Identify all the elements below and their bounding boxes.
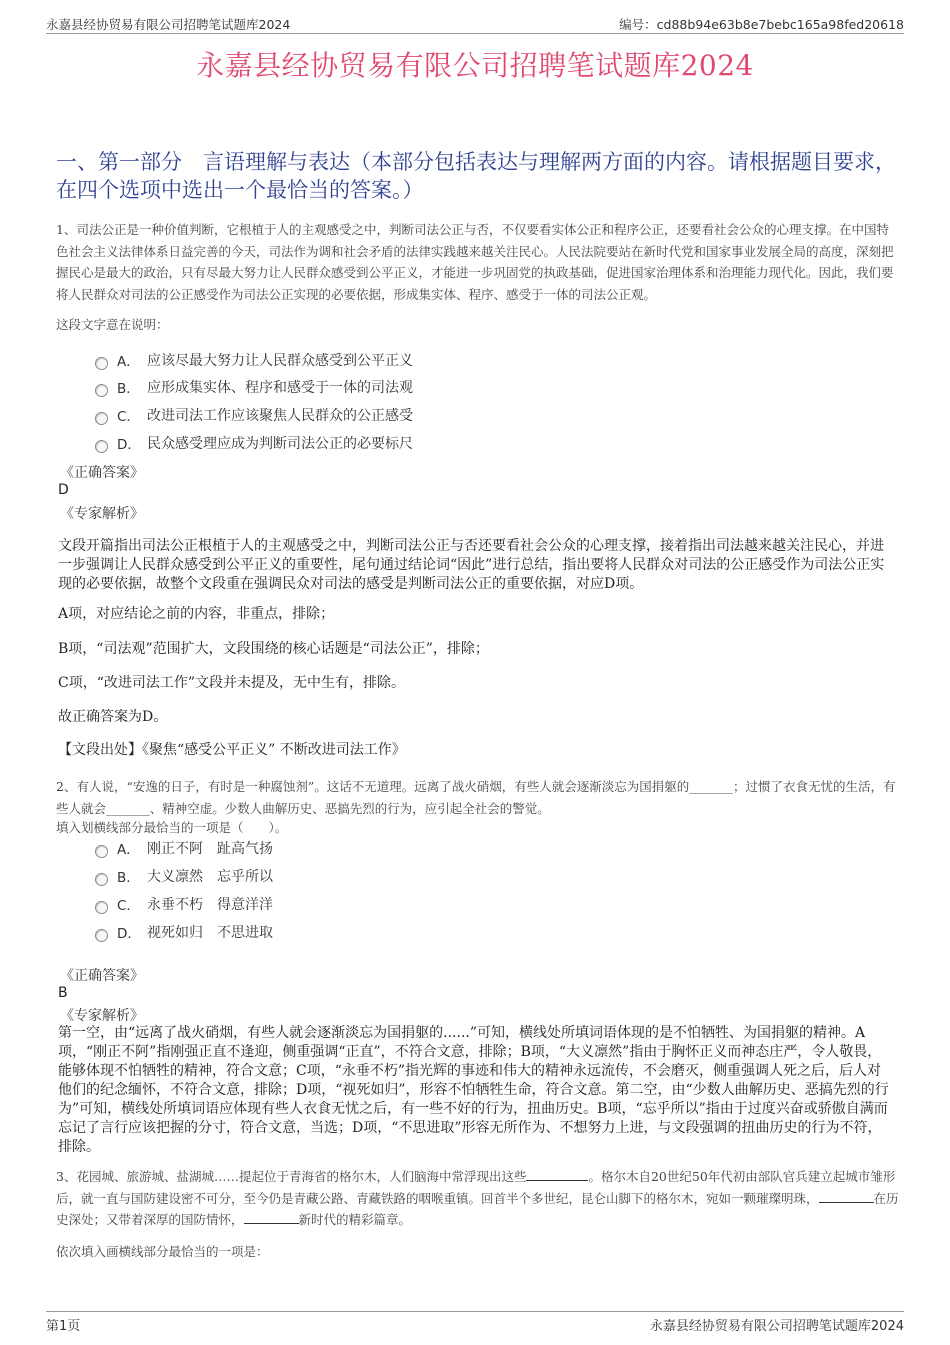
radio-icon[interactable] [95,901,108,914]
question-2-option-d[interactable]: D． 视死如归 不思进取 [95,922,273,942]
question-1-exp-b: B项，“司法观”范围扩大，文段围绕的核心话题是“司法公正”，排除； [58,641,489,657]
question-2-analysis-label: 《专家解析》 [60,1008,144,1024]
question-2-option-b[interactable]: B． 大义凛然 忘乎所以 [95,866,273,886]
header-doc-title: 永嘉县经协贸易有限公司招聘笔试题库2024 [46,17,291,32]
footer-divider [46,1311,904,1312]
header-divider [46,33,904,34]
question-1-option-a[interactable]: A． 应该尽最大努力让人民群众感受到公平正义 [95,350,413,370]
question-1-conclusion: 故正确答案为D。 [58,709,168,725]
question-1-option-d[interactable]: D． 民众感受理应成为判断司法公正的必要标尺 [95,433,413,453]
question-1-analysis: 文段开篇指出司法公正根植于人的主观感受之中，判断司法公正与否还要看社会公众的心理支撑，接着指出司法越来越关注民心，并进一步强调让人民群众感受到公平正义的重要性，尾句通过结论词“因此”进行总结，指出要将人民群众对司法的公正感受作为司法公正实现的必要依据，故整个文段重在强调民众对司法的感受是判断司法公正的重要依据，对应D项。 [58,538,885,592]
question-1-option-b[interactable]: B． 应形成集实体、程序和感受于一体的司法观 [95,377,413,397]
footer-doc-title: 永嘉县经协贸易有限公司招聘笔试题库2024 [649,1319,904,1334]
footer-page-number: 第1页 [46,1319,81,1334]
radio-icon[interactable] [95,873,108,886]
question-1-prompt: 这段文字意在说明： [56,317,169,332]
question-1-answer-label: 《正确答案》 [60,465,144,481]
question-1-option-c[interactable]: C． 改进司法工作应该聚焦人民群众的公正感受 [95,405,413,425]
question-1-source: 【文段出处】《聚焦“感受公平正义” 不断改进司法工作》 [58,742,406,758]
radio-icon[interactable] [95,357,108,370]
question-2-prompt: 填入划横线部分最恰当的一项是（ ）。 [56,820,288,835]
question-3-prompt: 依次填入画横线部分最恰当的一项是： [56,1244,269,1259]
blank-line [526,1180,588,1181]
question-1-text: 1、司法公正是一种价值判断，它根植于人的主观感受之中，判断司法公正与否，不仅要看实体公正和程序公正，还要看社会公众的心理支撑。在中国特色社会主义法律体系日益完善的今天，司法作为调和社会矛盾的法律实践越来越关注民心。人民法院要站在新时代党和国家事业发展全局的高度，深刻把握民心是最大的政治，只有尽最大努力让人民群众感受到公平正义，才能进一步巩固党的执政基础，促进国家治理体系和治理能力现代化。因此，我们要将人民群众对司法的公正感受作为司法公正实现的必要依据，形成集实体、程序、感受于一体的司法公正观。 [56,222,894,302]
header-doc-id: 编号：cd88b94e63b8e7bebc165a98fed20618 [619,17,904,32]
question-1-analysis-label: 《专家解析》 [60,506,144,522]
question-1-exp-a: A项，对应结论之前的内容，非重点，排除； [58,606,335,622]
radio-icon[interactable] [95,412,108,425]
page-title: 永嘉县经协贸易有限公司招聘笔试题库2024 [196,49,754,82]
radio-icon[interactable] [95,384,108,397]
radio-icon[interactable] [95,929,108,942]
question-1-exp-c: C项，“改进司法工作”文段并未提及，无中生有，排除。 [58,675,406,691]
radio-icon[interactable] [95,845,108,858]
question-2-analysis: 第一空，由“远离了战火硝烟，有些人就会逐渐淡忘为国捐躯的......”可知，横线处所填词语体现的是不怕牺牲、为国捐躯的精神。A项，“刚正不阿”指刚强正直不逢迎，侧重强调“正直”，不符合文意，排除；B项，“大义凛然”指由于胸怀正义而神态庄严，令人敬畏，能够体现不怕牺牲的精神，符合文意；C项，“永垂不朽”指光辉的事迹和伟大的精神永远流传，不会磨灭，侧重强调人死之后，后人对他们的纪念缅怀，不符合文意，排除；D项，“视死如归”，形容不怕牺牲生命，符合文意。第二空，由“少数人曲解历史、恶搞先烈的行为”可知，横线处所填词语应体现有些人衣食无忧之后，有一些不好的行为，扭曲历史。B项，“忘乎所以”指由于过度兴奋或骄傲自满而忘记了言行应该把握的分寸，符合文意，当选；D项，“不思进取”形容无所作为、不想努力上进，与文段强调的扭曲历史的行为不符，排除。 [58,1025,889,1155]
question-3-text: 3、花园城、旅游城、盐湖城……提起位于青海省的格尔木，人们脑海中常浮现出这些 。格尔木自20世纪50年代初由部队官兵建立起城市雏形后，就一直与国防建设密不可分，至今仍是青藏公路、青藏铁路的咽喉重镇。回首半个多世纪，昆仑山脚下的格尔木，宛如一颗璀璨明珠， 在历史深处；又带着深厚的国防情怀， 新时代的精彩篇章。 [56,1169,899,1227]
question-2-answer: B [58,985,68,1001]
blank-line [244,1223,299,1224]
section-heading: 一、第一部分 言语理解与表达（本部分包括表达与理解两方面的内容。请根据题目要求，在四个选项中选出一个最恰当的答案。） [56,150,896,202]
blank-line [819,1202,874,1203]
question-2-text: 2、有人说，“安逸的日子，有时是一种腐蚀剂”。这话不无道理。远离了战火硝烟，有些人就会逐渐淡忘为国捐躯的_______；过惯了衣食无忧的生活，有些人就会_______、精神空虚。少数人曲解历史、恶搞先烈的行为，应引起全社会的警觉。 [56,779,896,816]
question-1-answer: D [58,482,69,498]
question-2-answer-label: 《正确答案》 [60,968,144,984]
question-2-option-c[interactable]: C． 永垂不朽 得意洋洋 [95,894,273,914]
radio-icon[interactable] [95,440,108,453]
question-2-option-a[interactable]: A． 刚正不阿 趾高气扬 [95,838,273,858]
